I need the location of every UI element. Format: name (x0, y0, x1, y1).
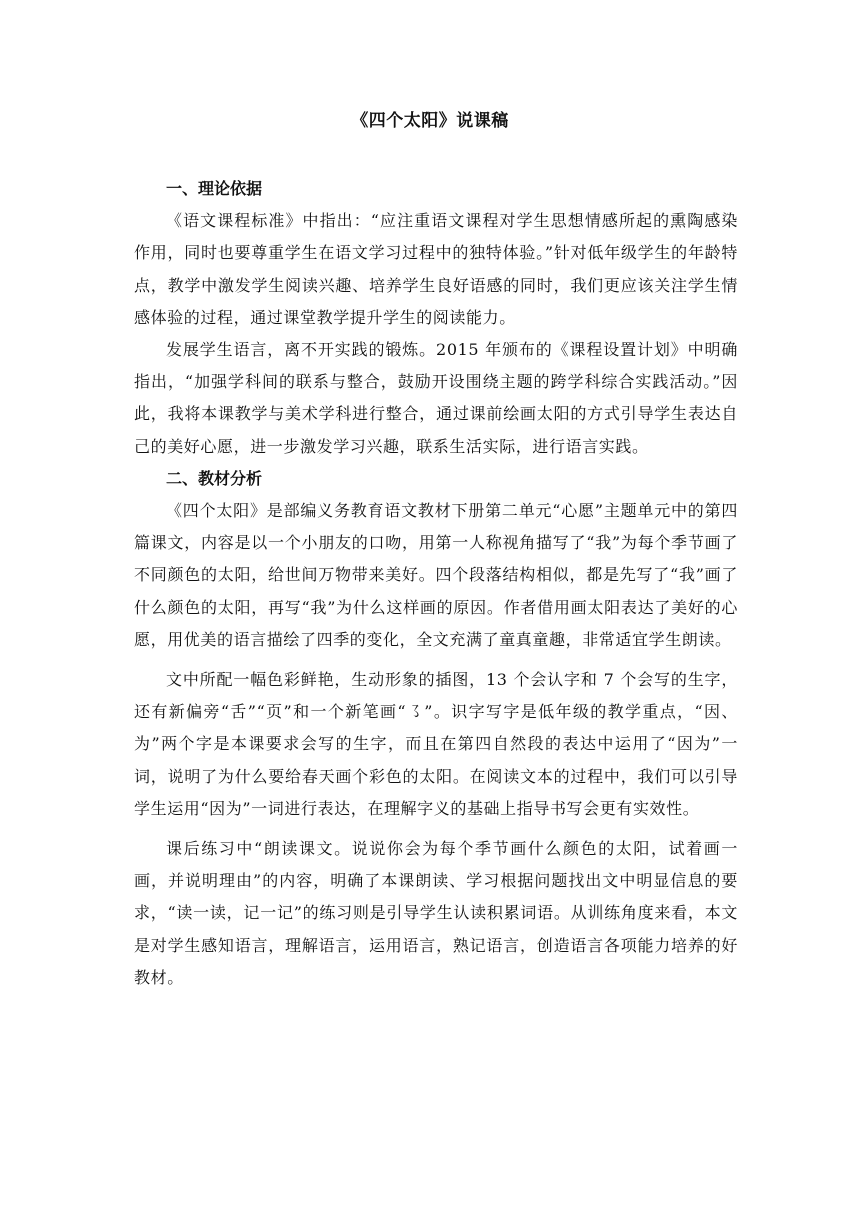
document-title: 《四个太阳》说课稿 (351, 111, 509, 131)
paragraph-spacer (134, 825, 738, 833)
paragraph-material-2: 文中所配一幅色彩鲜艳，生动形象的插图，13 个会认字和 7 个会写的生字，还有新偏旁“舌”“页”和一个新笔画“㇌”。识字写字是低年级的教学重点，“因、为”两个字是本课要求会写的生字，而且在第四自然段的表达中运用了“因为”一词，说明了为什么要给春天画个彩色的太阳。在阅读文本的过程中，我们可以引导学生运用“因为”一词进行表达，在理解字义的基础上指导书写会更有实效性。 (134, 670, 738, 818)
paragraph-material-3: 课后练习中“朗读课文。说说你会为每个季节画什么颜色的太阳，试着画一画，并说明理由”的内容，明确了本课朗读、学习根据问题找出文中明显信息的要求，“读一读，记一记”的练习则是引导学生认读积累词语。从训练角度来看，本文是对学生感知语言，理解语言，运用语言，熟记语言，创造语言各项能力培养的好教材。 (134, 839, 738, 987)
document-body (134, 173, 738, 994)
section-heading-material: 二、教材分析 (166, 468, 263, 488)
paragraph-material-1: 《四个太阳》是部编义务教育语文教材下册第二单元“心愿”主题单元中的第四篇课文，内容是以一个小朋友的口吻，用第一人称视角描写了“我”为每个季节画了不同颜色的太阳，给世间万物带来美好。四个段落结构相似，都是先写了“我”画了什么颜色的太阳，再写“我”为什么这样画的原因。作者借用画太阳表达了美好的心愿，用优美的语言描绘了四季的变化，全文充满了童真童趣，非常适宜学生朗读。 (134, 501, 738, 649)
paragraph-theory-1: 《语文课程标准》中指出：“应注重语文课程对学生思想情感所起的熏陶感染作用，同时也要尊重学生在语文学习过程中的独特体验。”针对低年级学生的年龄特点，教学中激发学生阅读兴趣、培养学生良好语感的同时，我们更应该关注学生情感体验的过程，通过课堂教学提升学生的阅读能力。 (134, 211, 738, 327)
section-heading-theory: 一、理论依据 (166, 179, 263, 198)
paragraph-spacer (134, 656, 738, 664)
paragraph-theory-2: 发展学生语言，离不开实践的锻炼。2015 年颁布的《课程设置计划》中明确指出，“加强学科间的联系与整合，鼓励开设围绕主题的跨学科综合实践活动。”因此，我将本课教学与美术学科进行整合，通过课前绘画太阳的方式引导学生表达自己的美好心愿，进一步激发学习兴趣，联系生活实际，进行语言实践。 (134, 340, 738, 456)
